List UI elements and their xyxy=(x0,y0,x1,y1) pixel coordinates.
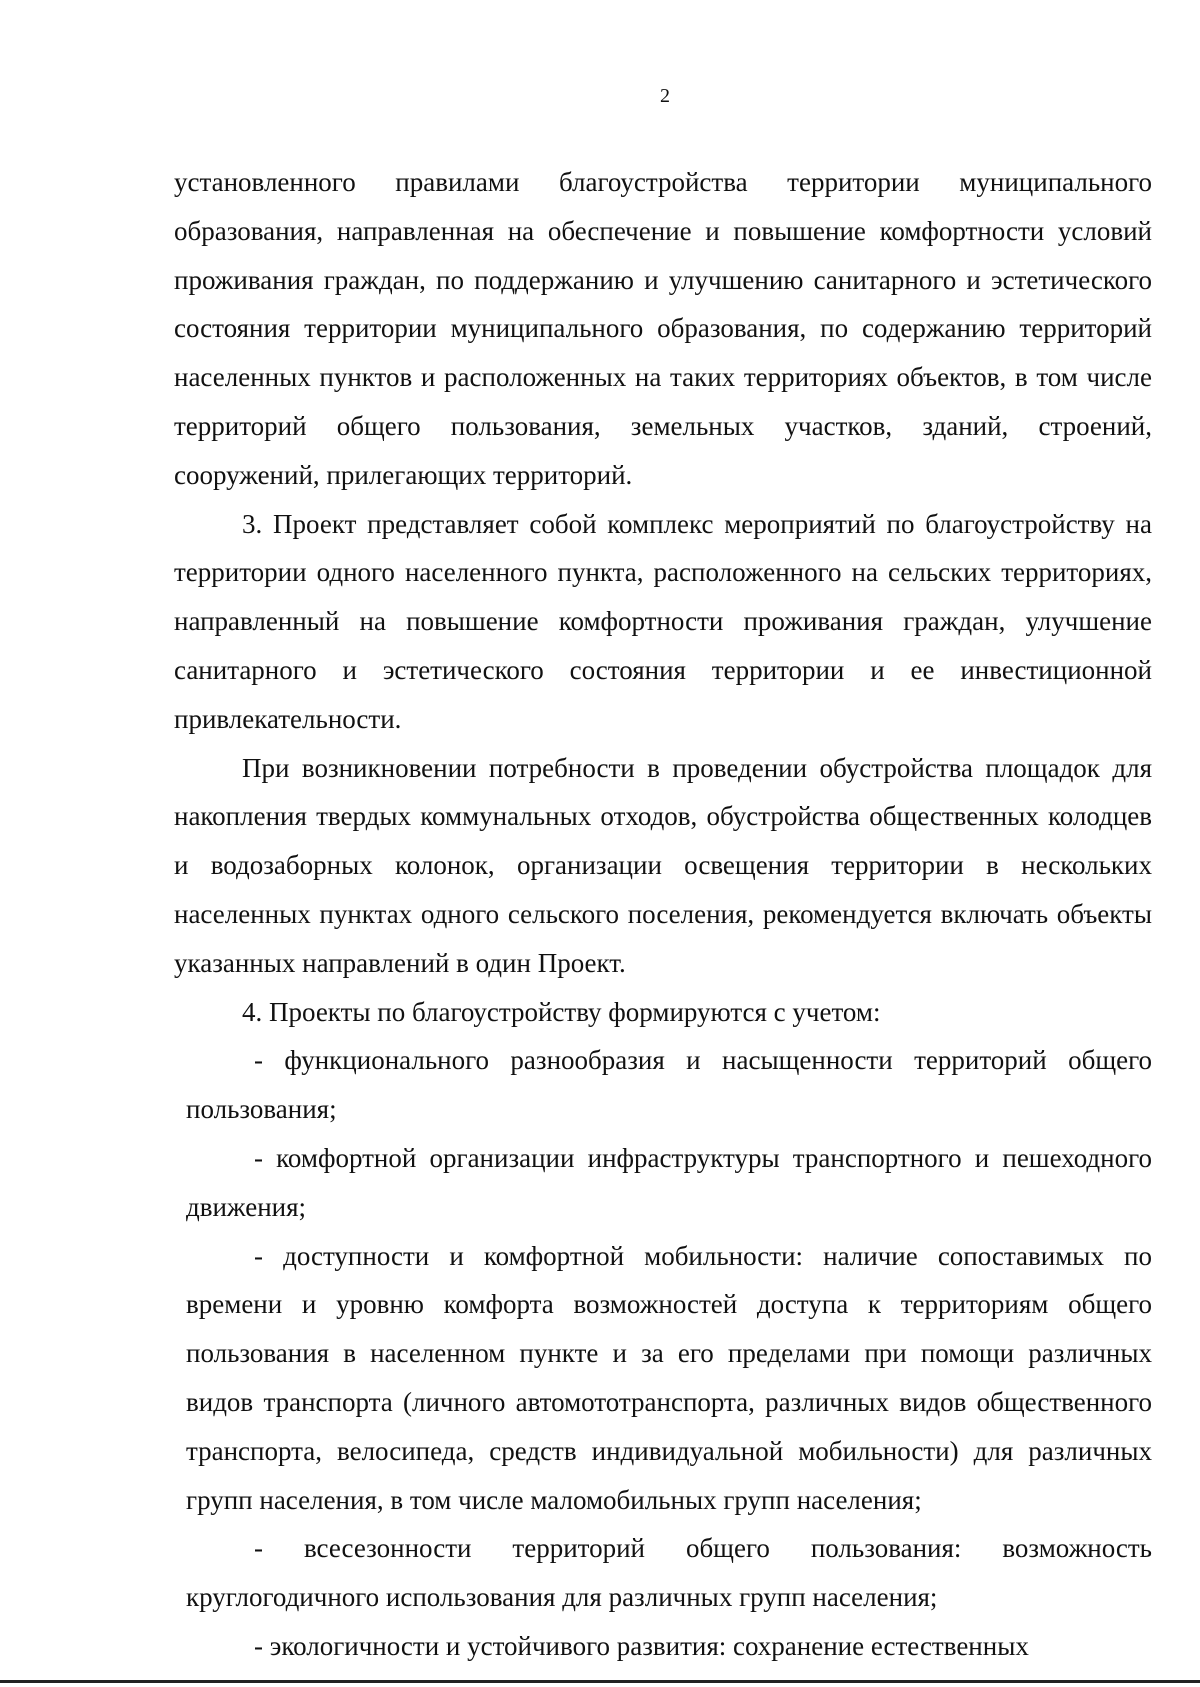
paragraph-definition-continuation: установленного правилами благоустройства территории муниципального образования, направленная на обеспечение и повышение комфортности условий проживания граждан, по поддержанию и улучшению санитарного и эстетического состояния территории муниципального образования, по содержанию территорий населенных пунктов и расположенных на таких территориях объектов, в том числе территорий общего пользования, земельных участков, зданий, строений, сооружений, прилегающих территорий. xyxy=(174,167,1152,490)
paragraph-item-3: 3. Проект представляет собой комплекс мероприятий по благоустройству на территории одного населенного пункта, расположенного на сельских территориях, направленный на повышение комфортности проживания граждан, улучшение санитарного и эстетического состояния территории и ее инвестиционной привлекательности. xyxy=(174,508,1152,734)
paragraph-waste-sites: При возникновении потребности в проведении обустройства площадок для накопления твердых коммунальных отходов, обустройства общественных колодцев и водозаборных колонок, организации освещения территории в нескольких населенных пунктах одного сельского поселения, рекомендуется включать объекты указанных направлений в один Проект. xyxy=(174,752,1152,978)
list-item-ecology: - экологичности и устойчивого развития: сохранение естественных xyxy=(254,1630,1029,1661)
list-item-functional-diversity: - функционального разнообразия и насыщенности территорий общего пользования; xyxy=(186,1045,1152,1125)
paragraph-item-4: 4. Проекты по благоустройству формируются с учетом: xyxy=(242,996,881,1027)
list-item-all-season: - всесезонности территорий общего пользования: возможность круглогодичного использования для различных групп населения; xyxy=(186,1533,1152,1613)
document-body xyxy=(174,158,1152,1671)
page-number: 2 xyxy=(660,85,670,107)
list-item-accessibility: - доступности и комфортной мобильности: наличие сопоставимых по времени и уровню комфорта возможностей доступа к территориям общего пользования в населенном пункте и за его пределами при помощи различных видов транспорта (личного автомототранспорта, различных видов общественного транспорта, велосипеда, средств индивидуальной мобильности) для различных групп населения, в том числе маломобильных групп населения; xyxy=(186,1240,1152,1515)
page-bottom-edge xyxy=(0,1680,1200,1683)
list-item-transport-infrastructure: - комфортной организации инфраструктуры транспортного и пешеходного движения; xyxy=(186,1142,1152,1222)
